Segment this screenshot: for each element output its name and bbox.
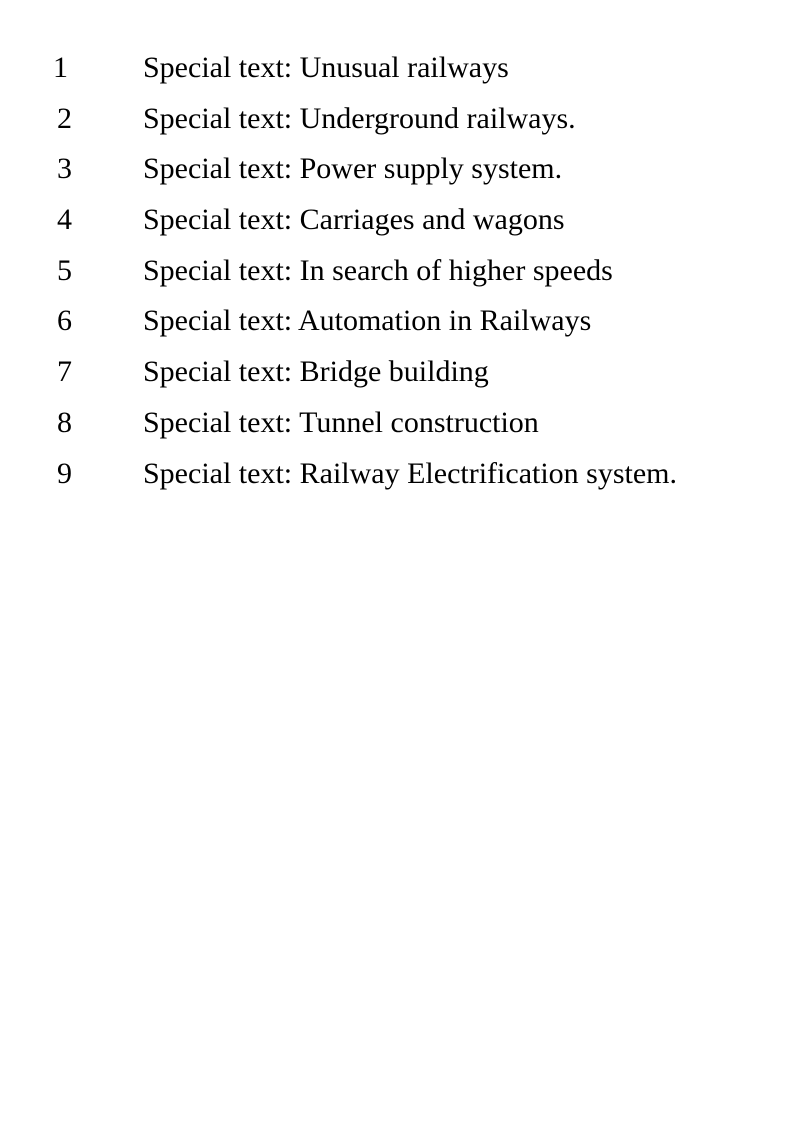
numbered-list: [0, 47, 800, 503]
item-number: 6: [57, 304, 72, 338]
list-item: [0, 98, 800, 149]
item-text: Special text: Railway Electrification system.: [143, 456, 678, 490]
item-number: 5: [57, 253, 72, 287]
item-text: Special text: Tunnel construction: [143, 405, 539, 439]
item-text: Special text: In search of higher speeds: [143, 253, 613, 287]
item-text: Special text: Power supply system.: [143, 152, 563, 186]
item-number: 7: [57, 355, 72, 389]
item-text: Special text: Unusual railways: [143, 51, 509, 84]
item-number: 4: [57, 203, 72, 237]
item-text: Special text: Bridge building: [143, 355, 489, 389]
item-text: Special text: Carriages and wagons: [143, 203, 565, 237]
item-number: 9: [57, 456, 72, 490]
item-text: Special text: Underground railways.: [143, 101, 576, 135]
item-text: Special text: Automation in Railways: [143, 304, 592, 338]
list-item: [0, 47, 800, 98]
list-item: [0, 148, 800, 199]
item-number: 3: [57, 152, 72, 186]
list-item: [0, 300, 800, 351]
item-number: 8: [57, 405, 72, 439]
list-item: [0, 453, 800, 504]
item-number: 2: [57, 101, 72, 135]
list-item: [0, 250, 800, 301]
list-item: [0, 199, 800, 250]
list-item: [0, 402, 800, 453]
item-number: 1: [53, 51, 68, 84]
list-item: [0, 351, 800, 402]
